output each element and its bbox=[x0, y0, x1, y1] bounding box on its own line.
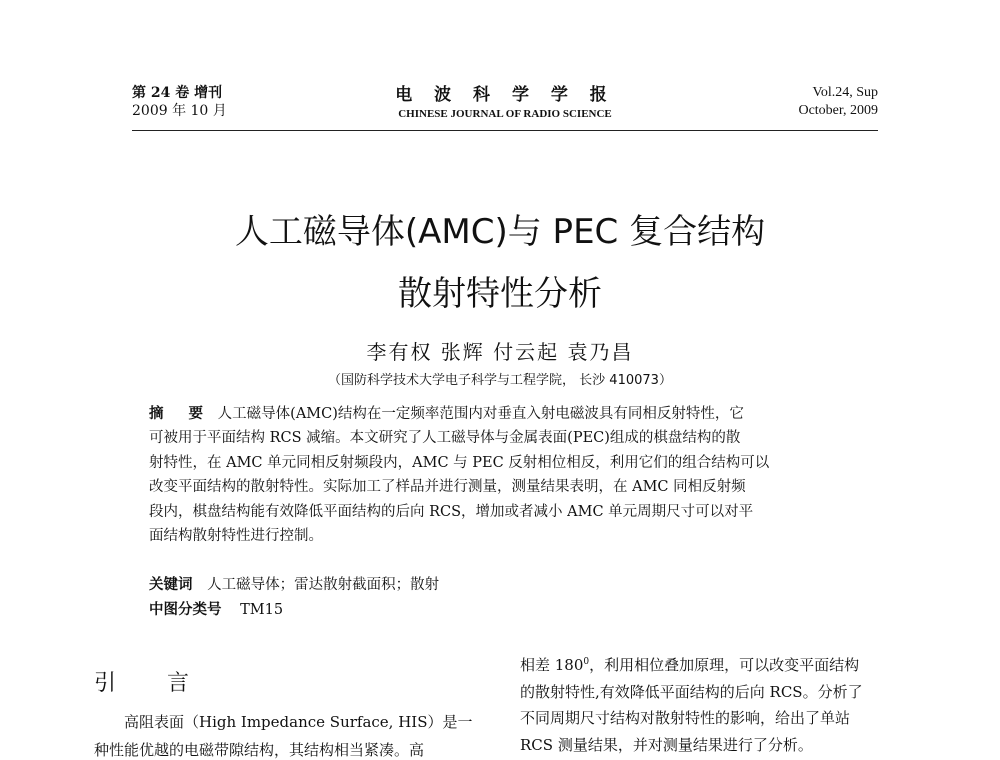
body-line: 的散射特性,有效降低平面结构的后向 RCS。分析了 bbox=[520, 682, 863, 701]
body-line: 种性能优越的电磁带隙结构，其结构相当紧凑。高 bbox=[94, 741, 425, 759]
header-divider bbox=[132, 130, 878, 131]
header-vol: Vol.24, Sup bbox=[812, 85, 878, 100]
header-volume-en bbox=[798, 84, 878, 120]
body-line bbox=[520, 652, 915, 679]
abstract-line: 可被用于平面结构 RCS 减缩。本文研究了人工磁导体与金属表面(PEC)组成的棋盘结构的散 bbox=[149, 430, 741, 447]
body-line: 不同周期尺寸结构对散射特性的影响，给出了单站 bbox=[520, 709, 851, 727]
classification-label: 中图分类号 bbox=[149, 602, 222, 618]
body-line: 高阻表面（High Impedance Surface, HIS）是一 bbox=[124, 713, 473, 731]
keywords-text: 人工磁导体；雷达散射截面积；散射 bbox=[207, 577, 440, 593]
body-line: RCS 测量结果，并对测量结果进行了分析。 bbox=[520, 735, 813, 754]
body-column-right bbox=[520, 652, 915, 758]
author-list: 李有权 张辉 付云起 袁乃昌 bbox=[366, 340, 634, 364]
paper-title-line2: 散射特性分析 bbox=[398, 274, 602, 314]
journal-name-en: CHINESE JOURNAL OF RADIO SCIENCE bbox=[398, 108, 612, 120]
header-date-cn: 2009 年 10 月 bbox=[132, 103, 227, 119]
abstract-line bbox=[149, 402, 859, 426]
abstract-label: 摘 要 bbox=[149, 406, 214, 422]
running-header bbox=[132, 84, 878, 128]
body-column-left bbox=[94, 708, 486, 760]
section-heading-intro: 引 言 bbox=[94, 671, 211, 696]
classification bbox=[149, 598, 859, 622]
header-date-en: October, 2009 bbox=[798, 103, 878, 118]
abstract-line: 面结构散射特性进行控制。 bbox=[149, 528, 323, 545]
abstract-line: 射特性，在 AMC 单元同相反射频段内，AMC 与 PEC 反射相位相反，利用它们的组合结构可以 bbox=[149, 454, 770, 471]
journal-name-cn: 电 波 科 学 学 报 bbox=[395, 85, 615, 105]
header-journal bbox=[132, 84, 878, 122]
body-text: ，利用相位叠加原理，可以改变平面结构 bbox=[589, 656, 860, 674]
abstract-line: 改变平面结构的散射特性。实际加工了样品并进行测量，测量结果表明，在 AMC 同相反射频 bbox=[149, 479, 746, 496]
abstract bbox=[149, 402, 859, 548]
keywords bbox=[149, 573, 859, 597]
abstract-line: 段内，棋盘结构能有效降低平面结构的后向 RCS，增加或者减小 AMC 单元周期尺寸可以对平 bbox=[149, 503, 754, 520]
keywords-label: 关键词 bbox=[149, 577, 193, 593]
paper-title-line1: 人工磁导体(AMC)与 PEC 复合结构 bbox=[234, 212, 766, 252]
abstract-line-text: 人工磁导体(AMC)结构在一定频率范围内对垂直入射电磁波具有同相反射特性，它 bbox=[217, 406, 744, 422]
superscript: 0 bbox=[583, 657, 590, 667]
classification-code: TM15 bbox=[240, 602, 284, 618]
body-text: 相差 180 bbox=[520, 656, 584, 674]
affiliation: （国防科学技术大学电子科学与工程学院， 长沙 410073） bbox=[328, 373, 672, 388]
header-volume: 第 24 卷 增刊 bbox=[132, 85, 223, 101]
